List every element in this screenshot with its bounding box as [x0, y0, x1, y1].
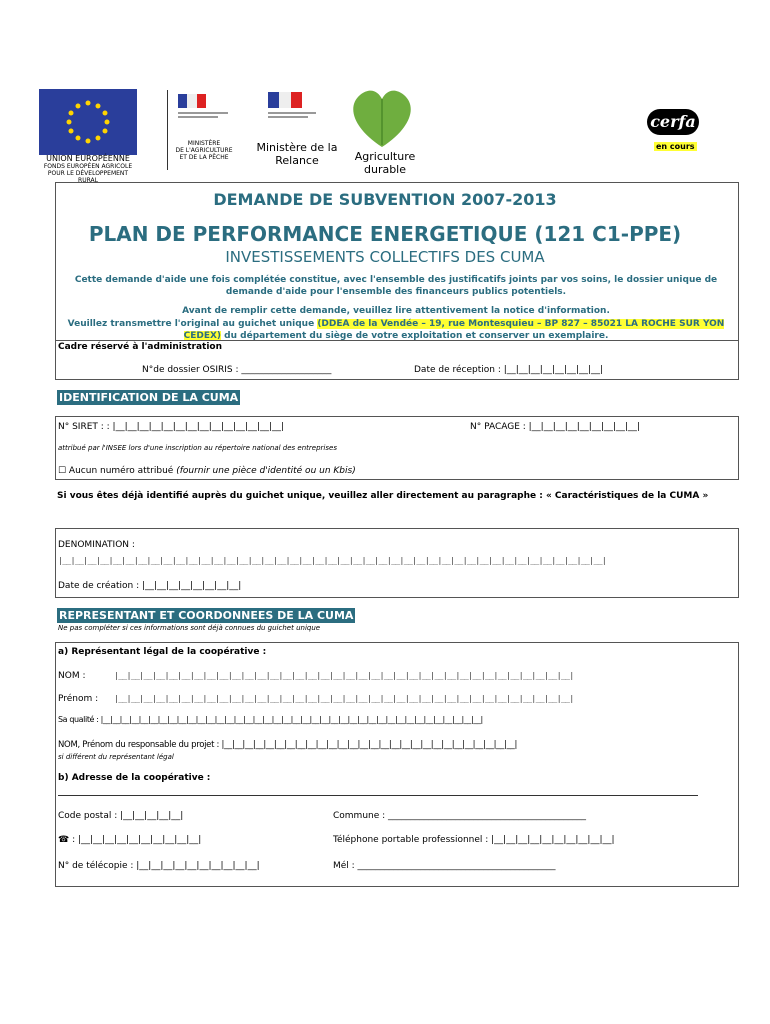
qualite-field[interactable]: Sa qualité : |__|__|__|__|__|__|__|__|__|__|__|__|__|__|__|__|__|__|__|__|__|__|__|__|__|__|__|__|__|__|__|__|__|__|__|__|__|__|__|__|	[58, 715, 483, 724]
ministere-relance-logo	[266, 92, 328, 130]
prenom-field[interactable]: |__|__|__|__|__|__|__|__|__|__|__|__|__|__|__|__|__|__|__|__|__|__|__|__|__|__|__|__|__|__|__|__|__|__|__|__|	[114, 694, 574, 703]
phone-field[interactable]: ☎ : |__|__|__|__|__|__|__|__|__|__|	[58, 835, 202, 845]
address-title: b) Adresse de la coopérative :	[58, 773, 211, 783]
transmit-text: Veuillez transmettre l'original au guichet unique (DDEA de la Vendée – 19, rue Montesquieu – BP 827 – 85021 LA ROCHE SUR YON CEDEX) du département du siège de votre exploitation et conserver un exemplaire.	[67, 319, 725, 341]
eu-caption: UNION EUROPÉENNE FONDS EUROPÉEN AGRICOLE POUR LE DÉVELOPPEMENT RURAL	[43, 154, 133, 184]
admin-frame-line	[55, 340, 739, 341]
legal-rep-title: a) Représentant légal de la coopérative :	[58, 647, 267, 657]
agriculture-durable-caption: Agriculture durable	[354, 150, 416, 176]
intro-text: Cette demande d'aide une fois complétée constitue, avec l'ensemble des justificatifs joints par vos soins, le dossier unique de demande d'aide pour l'ensemble des financeurs publics potentiels.	[74, 275, 718, 297]
no-number-checkbox[interactable]: ☐ Aucun numéro attribué (fournir une pièce d'identité ou un Kbis)	[58, 466, 356, 476]
ministere-relance-caption: Ministère de la Relance	[256, 141, 338, 167]
responsable-field[interactable]: NOM, Prénom du responsable du projet : |__|__|__|__|__|__|__|__|__|__|__|__|__|__|__|__|__|__|__|__|__|__|__|__|__|__|__|__|	[58, 740, 518, 750]
representant-note: Ne pas compléter si ces informations sont déjà connues du guichet unique	[58, 624, 321, 632]
siret-note: attribué par l'INSEE lors d'une inscription au répertoire national des entreprises	[58, 444, 337, 452]
mobile-phone-field[interactable]: Téléphone portable professionnel : |__|__|__|__|__|__|__|__|__|__|	[333, 835, 615, 845]
title-line3: INVESTISSEMENTS COLLECTIFS DES CUMA	[225, 248, 545, 266]
email-field[interactable]: Mél : ____________________________________________	[333, 861, 556, 871]
commune-field[interactable]: Commune : ____________________________________________	[333, 811, 587, 821]
eu-stars-icon	[39, 89, 137, 155]
denomination-label: DENOMINATION :	[58, 540, 135, 550]
denomination-field[interactable]: |__|__|__|__|__|__|__|__|__|__|__|__|__|__|__|__|__|__|__|__|__|__|__|__|__|__|__|__|__|__|__|__|__|__|__|__|__|__|__|__|__|__|__|	[58, 556, 607, 565]
pacage-field[interactable]: N° PACAGE : |__|__|__|__|__|__|__|__|__|	[470, 422, 640, 432]
creation-date-field[interactable]: Date de création : |__|__|__|__|__|__|__|__|	[58, 581, 242, 591]
leaf-icon	[346, 85, 418, 149]
nom-label: NOM :	[58, 671, 86, 681]
address-line[interactable]	[58, 795, 698, 796]
title-line2: PLAN DE PERFORMANCE ENERGETIQUE (121 C1-PPE)	[88, 222, 682, 246]
ministere-agriculture-logo: MINISTÈRE DE L'AGRICULTURE ET DE LA PÊCHE	[167, 90, 240, 170]
en-cours-badge: en cours	[656, 142, 695, 151]
cerfa-logo: cerfa	[647, 109, 699, 135]
section-representant-title: REPRESENTANT ET COORDONNEES DE LA CUMA	[59, 609, 354, 622]
siret-field[interactable]: N° SIRET : : |__|__|__|__|__|__|__|__|__|__|__|__|__|__|	[58, 422, 285, 432]
postal-code-field[interactable]: Code postal : |__|__|__|__|__|	[58, 811, 184, 821]
eu-flag	[39, 89, 137, 155]
admin-label: Cadre réservé à l'administration	[58, 342, 223, 352]
responsable-note: si différent du représentant légal	[58, 753, 174, 761]
fax-field[interactable]: N° de télécopie : |__|__|__|__|__|__|__|__|__|__|	[58, 861, 260, 871]
section-identification-title: IDENTIFICATION DE LA CUMA	[59, 391, 239, 404]
nom-field[interactable]: |__|__|__|__|__|__|__|__|__|__|__|__|__|__|__|__|__|__|__|__|__|__|__|__|__|__|__|__|__|__|__|__|__|__|__|__|	[114, 671, 574, 680]
osiris-field[interactable]: N°de dossier OSIRIS : ____________________	[142, 365, 332, 375]
reception-date-field[interactable]: Date de réception : |__|__|__|__|__|__|__|__|	[414, 365, 604, 375]
already-identified-note: Si vous êtes déjà identifié auprès du guichet unique, veuillez aller directement au paragraphe : « Caractéristiques de la CUMA »	[57, 491, 709, 501]
notice-text: Avant de remplir cette demande, veuillez lire attentivement la notice d'information.	[182, 306, 610, 316]
prenom-label: Prénom :	[58, 694, 99, 704]
title-line1: DEMANDE DE SUBVENTION 2007-2013	[213, 190, 557, 209]
